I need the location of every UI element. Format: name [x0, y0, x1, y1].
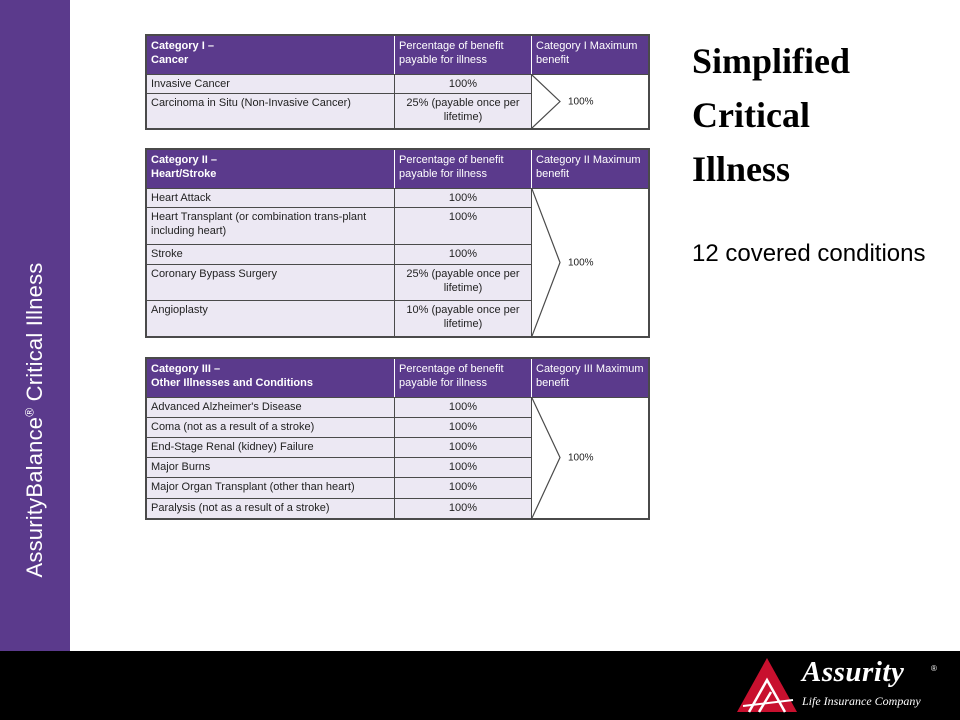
assurity-logo [735, 656, 945, 714]
condition-cell: Coma (not as a result of a stroke) [147, 418, 395, 437]
condition-cell: Paralysis (not as a result of a stroke) [147, 499, 395, 518]
max-benefit-value: 100% [568, 257, 594, 268]
page-subtitle: 12 covered conditions [692, 240, 926, 267]
table-row [147, 437, 532, 457]
table-row [147, 300, 532, 336]
sidebar [0, 0, 70, 651]
category-3-table [145, 357, 650, 520]
assurity-triangle-logo-icon [735, 656, 799, 714]
condition-cell: Angioplasty [147, 301, 395, 336]
category-subtitle: Other Illnesses and Conditions [151, 377, 313, 389]
table-row [147, 397, 532, 417]
max-benefit-value: 100% [568, 96, 594, 107]
table-row [147, 244, 532, 264]
table-header [147, 150, 648, 188]
category-subtitle: Heart/Stroke [151, 168, 217, 180]
category-2-table [145, 148, 650, 338]
table-row [147, 417, 532, 437]
percent-cell: 100% [395, 438, 532, 457]
table-row [147, 207, 532, 244]
condition-cell: Carcinoma in Situ (Non-Invasive Cancer) [147, 94, 395, 128]
percent-cell: 10% (payable once per lifetime) [395, 301, 532, 336]
max-benefit-cell [532, 188, 648, 336]
max-benefit-cell [532, 74, 648, 128]
category-subtitle: Cancer [151, 54, 189, 66]
max-benefit-header: Category III Maximum benefit [536, 363, 644, 389]
percent-cell: 100% [395, 208, 532, 244]
table-header [147, 359, 648, 397]
percent-cell: 100% [395, 478, 532, 498]
logo-registered-mark: ® [931, 664, 937, 673]
table-row [147, 74, 532, 93]
percentage-header: Percentage of benefit payable for illness [395, 359, 532, 397]
max-benefit-cell [532, 397, 648, 518]
logo-tagline: Life Insurance Company [802, 694, 921, 708]
table-row [147, 93, 532, 128]
percent-cell: 100% [395, 458, 532, 477]
logo-wordmark: Assurity [802, 656, 905, 688]
condition-cell: Major Burns [147, 458, 395, 477]
max-benefit-value: 100% [568, 452, 594, 464]
category-title: Category III – [151, 363, 221, 375]
condition-cell: Major Organ Transplant (other than heart) [147, 478, 395, 498]
percent-cell: 25% (payable once per lifetime) [395, 94, 532, 128]
max-benefit-header: Category I Maximum benefit [536, 40, 638, 66]
condition-cell: Heart Attack [147, 189, 395, 207]
condition-cell: Stroke [147, 245, 395, 264]
category-title: Category II – [151, 154, 218, 166]
percent-cell: 100% [395, 245, 532, 264]
condition-cell: Advanced Alzheimer's Disease [147, 398, 395, 417]
percent-cell: 100% [395, 189, 532, 207]
condition-cell: Coronary Bypass Surgery [147, 265, 395, 300]
percentage-header: Percentage of benefit payable for illness [395, 36, 532, 74]
condition-cell: Heart Transplant (or combination trans-plant including heart) [147, 208, 395, 244]
table-row [147, 498, 532, 518]
page-title: Simplified Critical Illness [692, 41, 851, 189]
percent-cell: 100% [395, 418, 532, 437]
table-row [147, 188, 532, 207]
max-benefit-header: Category II Maximum benefit [536, 154, 641, 180]
condition-cell: Invasive Cancer [147, 75, 395, 93]
table-header [147, 36, 648, 74]
category-title: Category I – [151, 40, 214, 52]
table-row [147, 477, 532, 498]
table-row [147, 264, 532, 300]
percent-cell: 25% (payable once per lifetime) [395, 265, 532, 300]
percent-cell: 100% [395, 398, 532, 417]
percent-cell: 100% [395, 499, 532, 518]
condition-cell: End-Stage Renal (kidney) Failure [147, 438, 395, 457]
percentage-header: Percentage of benefit payable for illness [395, 150, 532, 188]
table-row [147, 457, 532, 477]
category-1-table [145, 34, 650, 130]
percent-cell: 100% [395, 75, 532, 93]
sidebar-product-title: AssurityBalance® Critical Illness [22, 262, 47, 578]
